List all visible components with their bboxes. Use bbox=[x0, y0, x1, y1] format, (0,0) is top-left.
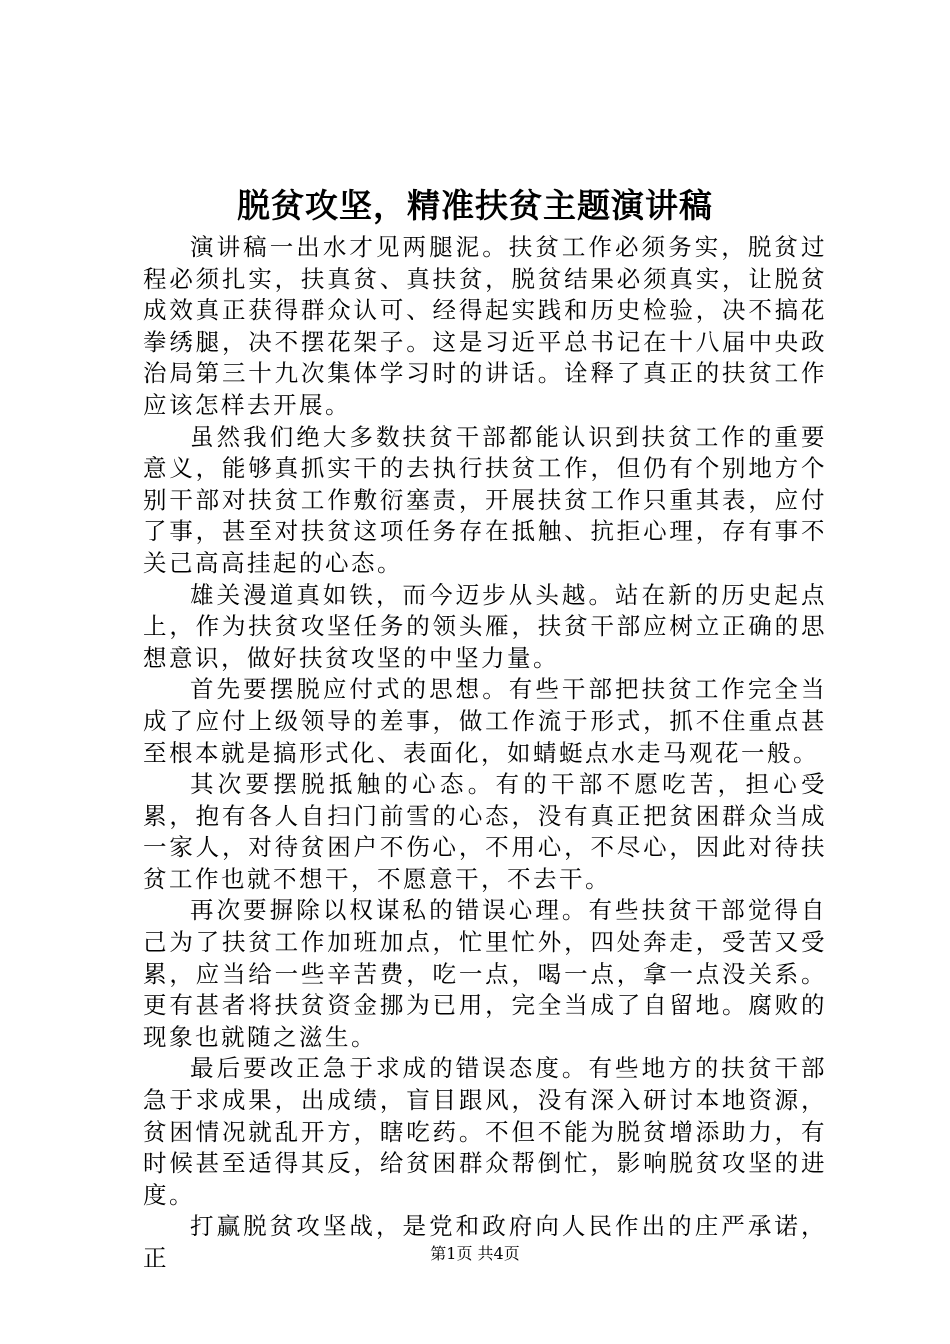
paragraph-1: 演讲稿一出水才见两腿泥。扶贫工作必须务实，脱贫过程必须扎实，扶真贫、真扶贫，脱贫结果必须真实，让脱贫成效真正获得群众认可、经得起实践和历史检验，决不搞花拳绣腿，决不摆花架子。这是习近平总书记在十八届中央政治局第三十九次集体学习时的讲话。诠释了真正的扶贫工作应该怎样去开展。 bbox=[143, 233, 827, 419]
page-number-footer: 第1页 共4页 bbox=[430, 1244, 520, 1263]
paragraph-3: 雄关漫道真如铁，而今迈步从头越。站在新的历史起点上，作为扶贫攻坚任务的领头雁，扶贫干部应树立正确的思想意识，做好扶贫攻坚的中坚力量。 bbox=[143, 580, 827, 672]
paragraph-5: 其次要摆脱抵触的心态。有的干部不愿吃苦，担心受累，抱有各人自扫门前雪的心态，没有真正把贫困群众当成一家人，对待贫困户不伤心，不用心，不尽心，因此对待扶贫工作也就不想干，不愿意干，不去干。 bbox=[143, 770, 827, 893]
paragraph-6: 再次要摒除以权谋私的错误心理。有些扶贫干部觉得自己为了扶贫工作加班加点，忙里忙外，四处奔走，受苦又受累，应当给一些辛苦费，吃一点，喝一点，拿一点没关系。更有甚者将扶贫资金挪为已用，完全当成了自留地。腐败的现象也就随之滋生。 bbox=[143, 896, 827, 1051]
paragraph-2: 虽然我们绝大多数扶贫干部都能认识到扶贫工作的重要意义，能够真抓实干的去执行扶贫工作，但仍有个别地方个别干部对扶贫工作敷衍塞责，开展扶贫工作只重其表，应付了事，甚至对扶贫这项任务存在抵触、抗拒心理，存有事不关己高高挂起的心态。 bbox=[143, 422, 827, 577]
document-body bbox=[143, 232, 827, 1275]
paragraph-4: 首先要摆脱应付式的思想。有些干部把扶贫工作完全当成了应付上级领导的差事，做工作流于形式，抓不住重点甚至根本就是搞形式化、表面化，如蜻蜓点水走马观花一般。 bbox=[143, 675, 827, 767]
document-title: 脱贫攻坚，精准扶贫主题演讲稿 bbox=[237, 186, 713, 225]
paragraph-7: 最后要改正急于求成的错误态度。有些地方的扶贫干部急于求成果，出成绩，盲目跟风，没有深入研讨本地资源，贫困情况就乱开方，瞎吃药。不但不能为脱贫增添助力，有时候甚至适得其反，给贫困群众帮倒忙，影响脱贫攻坚的进度。 bbox=[143, 1054, 827, 1209]
paragraph-8: 打赢脱贫攻坚战，是党和政府向人民作出的庄严承诺，正 bbox=[143, 1212, 827, 1272]
